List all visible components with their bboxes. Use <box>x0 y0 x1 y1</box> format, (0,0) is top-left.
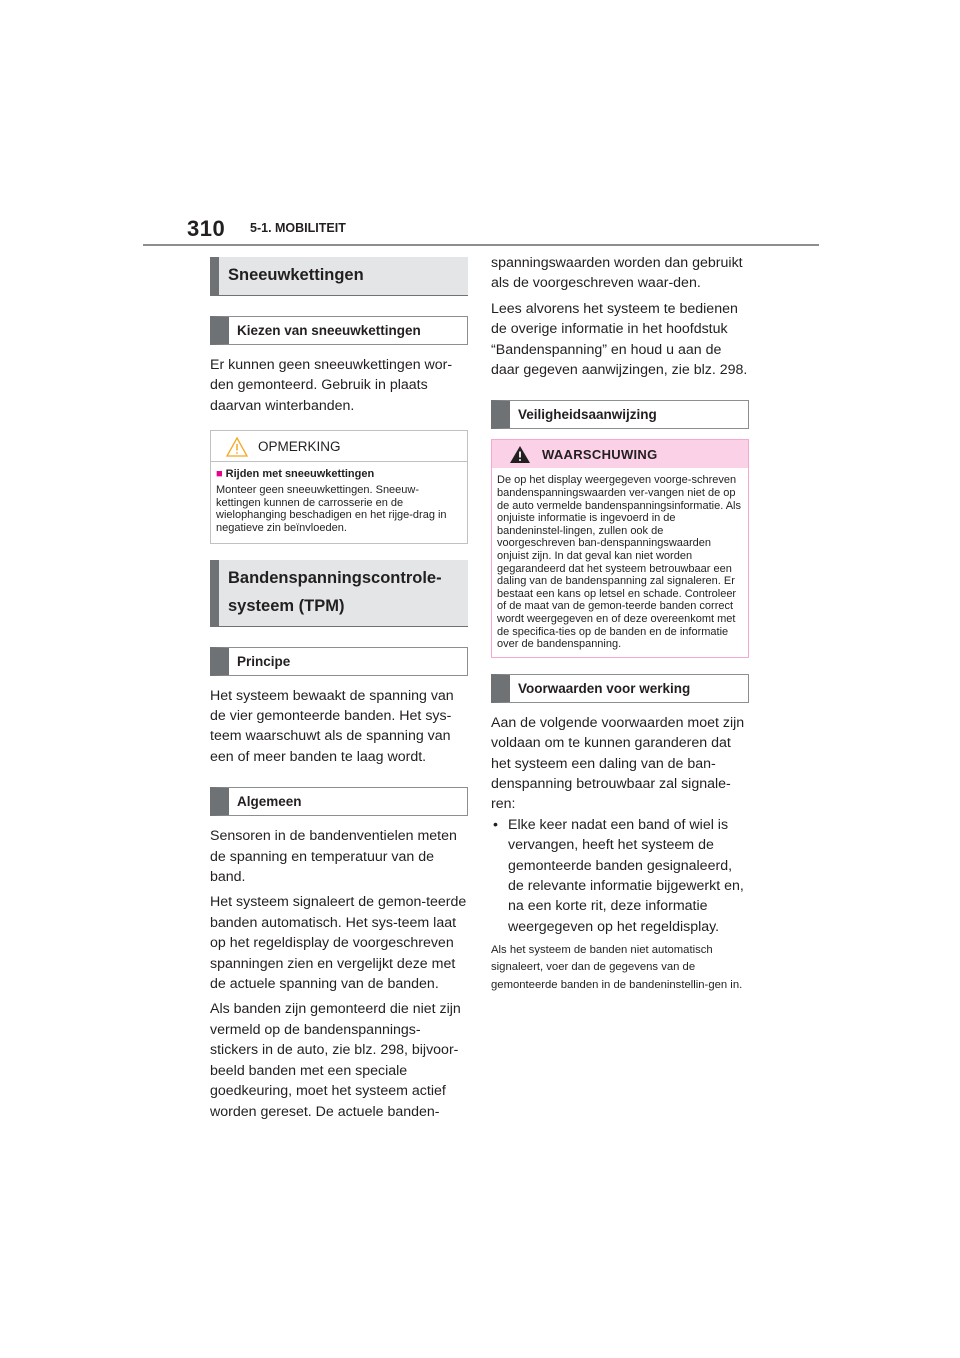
paragraph-conditions: Aan de volgende voorwaarden moet zijn voldaan om te kunnen garanderen dat het systeem een daling van de ban-denspanning betrouwbaar zal signale-ren: <box>491 714 745 813</box>
note-box <box>210 430 468 543</box>
paragraph-snow: Er kunnen geen sneeuwkettingen wor-den gemonteerd. Gebruik in plaats daarvan winterbanden. <box>210 357 453 414</box>
paragraph-general-1: Sensoren in de bandenventielen meten de spanning en temperatuur van de band. <box>210 828 457 886</box>
warning-text: De op het display weergegeven voorge-schreven bandenspanningswaarden ver-vangen niet de op de auto vermelde bandenspanningsinformatie. Als onjuiste informatie is ingevoerd in de bandeninstel-lingen, zullen ook de voorgeschreven ban-denspanningswaarden onjuist zijn. In dat geval kan niet worden gegarandeerd dat het systeem betrouwbaar een daling van de bandenspanning zal signaleren. Er bestaat een kans op letsel en schade. Controleer of de maat van de gemon-teerde banden correct wordt weergegeven en of deze overeenkomt met de specifica-ties op de banden en de informatie over de bandenspanning. <box>497 474 741 651</box>
heading-kiezen: Kiezen van sneeuwkettingen <box>210 316 468 345</box>
heading-voorwaarden: Voorwaarden voor werking <box>491 674 749 703</box>
warning-box <box>491 439 749 657</box>
paragraph-read-info: Lees alvorens het systeem te bedienen de overige informatie in het hoofdstuk “Bandenspanning” en houd u aan de daar gegeven aanwijzingen, zie blz. 298. <box>491 300 748 379</box>
note-body <box>211 462 467 542</box>
square-bullet-icon: ■ <box>216 468 223 481</box>
paragraph-principle: Het systeem bewaakt de spanning van de vier gemonteerde banden. Het sys-teem waarschuwt als de spanning van een of meer banden te laag wordt. <box>210 687 454 765</box>
left-column <box>210 257 468 1122</box>
heading-sneeuwkettingen: Sneeuwkettingen <box>210 257 468 296</box>
paragraph-continued: spanningswaarden worden dan gebruikt als de voorgeschreven waar-den. <box>491 255 743 292</box>
note-subtitle-text: Rijden met sneeuwkettingen <box>225 468 375 481</box>
note-header <box>211 431 467 462</box>
section-label: 5-1. MOBILITEIT <box>250 221 346 235</box>
heading-principe: Principe <box>210 647 468 676</box>
list-item: • Elke keer nadat een band of wiel is vervangen, heeft het systeem de gemonteerde banden gesignaleerd, de relevante informatie bijgewerkt en, na een korte rit, deze informatie weergegeven op het regeldisplay. <box>491 815 749 937</box>
caution-icon <box>226 437 248 462</box>
heading-algemeen: Algemeen <box>210 787 468 816</box>
warning-title: WAARSCHUWING <box>542 447 658 463</box>
conditions-list <box>491 815 749 937</box>
header-rule <box>143 244 819 246</box>
paragraph-general-3: Als banden zijn gemonteerd die niet zijn vermeld op de bandenspannings-stickers in de auto, zie blz. 298, bijvoor-beeld banden met een speciale goedkeuring, moet het systeem actief worden gereset. De actuele banden- <box>210 1001 461 1120</box>
paragraph-general-2: Het systeem signaleert de gemon-teerde banden automatisch. Het sys-teem laat op het regeldisplay de voorgeschreven spanningen zien en vergelijkt deze met de actuele spanning van de banden. <box>210 894 467 993</box>
note-text: Monteer geen sneeuwkettingen. Sneeuw-kettingen kunnen de carrosserie en de wielophanging beschadigen en het rijge-drag in negatieve zin beïnvloeden. <box>216 484 447 534</box>
note-subtitle <box>216 467 462 482</box>
warning-header <box>492 440 748 468</box>
note-title: OPMERKING <box>258 439 341 455</box>
warning-icon <box>509 445 531 469</box>
heading-tpm: Bandenspanningscontrole-systeem (TPM) <box>210 560 468 627</box>
heading-veiligheid: Veiligheidsaanwijzing <box>491 400 749 429</box>
page-number: 310 <box>187 216 226 241</box>
right-column <box>491 253 749 994</box>
paragraph-small-note: Als het systeem de banden niet automatisch signaleert, voer dan de gegevens van de gemonteerde banden in de bandeninstellin-gen in. <box>491 944 743 991</box>
